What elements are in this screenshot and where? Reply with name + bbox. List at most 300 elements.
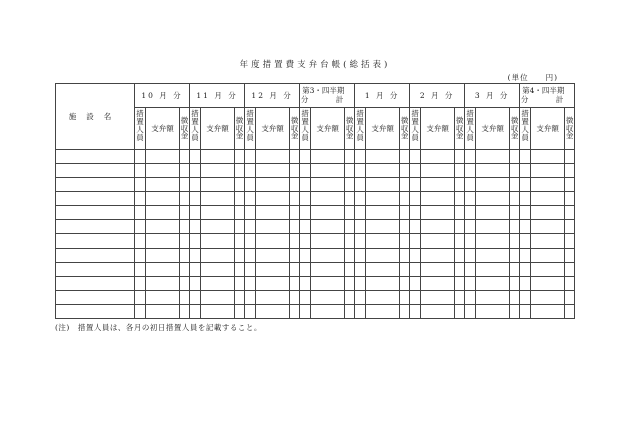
value-cell[interactable] bbox=[201, 220, 235, 234]
value-cell[interactable] bbox=[366, 192, 400, 206]
value-cell[interactable] bbox=[235, 262, 245, 276]
value-cell[interactable] bbox=[201, 276, 235, 290]
value-cell[interactable] bbox=[235, 248, 245, 262]
value-cell[interactable] bbox=[235, 276, 245, 290]
value-cell[interactable] bbox=[146, 290, 180, 304]
value-cell[interactable] bbox=[135, 290, 146, 304]
value-cell[interactable] bbox=[180, 164, 190, 178]
value-cell[interactable] bbox=[146, 262, 180, 276]
facility-name-cell[interactable] bbox=[56, 206, 135, 220]
value-cell[interactable] bbox=[465, 248, 476, 262]
value-cell[interactable] bbox=[180, 206, 190, 220]
value-cell[interactable] bbox=[256, 220, 290, 234]
value-cell[interactable] bbox=[146, 206, 180, 220]
value-cell[interactable] bbox=[135, 150, 146, 164]
value-cell[interactable] bbox=[410, 262, 421, 276]
value-cell[interactable] bbox=[135, 276, 146, 290]
value-cell[interactable] bbox=[520, 192, 531, 206]
value-cell[interactable] bbox=[355, 304, 366, 318]
value-cell[interactable] bbox=[235, 178, 245, 192]
value-cell[interactable] bbox=[290, 192, 300, 206]
value-cell[interactable] bbox=[290, 220, 300, 234]
value-cell[interactable] bbox=[465, 150, 476, 164]
value-cell[interactable] bbox=[366, 178, 400, 192]
value-cell[interactable] bbox=[190, 220, 201, 234]
value-cell[interactable] bbox=[245, 192, 256, 206]
value-cell[interactable] bbox=[510, 178, 520, 192]
value-cell[interactable] bbox=[180, 178, 190, 192]
value-cell[interactable] bbox=[311, 234, 345, 248]
value-cell[interactable] bbox=[245, 290, 256, 304]
value-cell[interactable] bbox=[421, 192, 455, 206]
value-cell[interactable] bbox=[400, 304, 410, 318]
value-cell[interactable] bbox=[355, 206, 366, 220]
value-cell[interactable] bbox=[565, 178, 575, 192]
value-cell[interactable] bbox=[510, 192, 520, 206]
value-cell[interactable] bbox=[201, 150, 235, 164]
value-cell[interactable] bbox=[400, 150, 410, 164]
value-cell[interactable] bbox=[520, 290, 531, 304]
value-cell[interactable] bbox=[455, 178, 465, 192]
value-cell[interactable] bbox=[410, 164, 421, 178]
value-cell[interactable] bbox=[366, 220, 400, 234]
value-cell[interactable] bbox=[190, 178, 201, 192]
value-cell[interactable] bbox=[190, 304, 201, 318]
value-cell[interactable] bbox=[300, 178, 311, 192]
value-cell[interactable] bbox=[190, 248, 201, 262]
value-cell[interactable] bbox=[510, 304, 520, 318]
value-cell[interactable] bbox=[290, 248, 300, 262]
value-cell[interactable] bbox=[245, 220, 256, 234]
value-cell[interactable] bbox=[455, 192, 465, 206]
value-cell[interactable] bbox=[311, 192, 345, 206]
value-cell[interactable] bbox=[565, 164, 575, 178]
value-cell[interactable] bbox=[135, 164, 146, 178]
value-cell[interactable] bbox=[245, 304, 256, 318]
value-cell[interactable] bbox=[400, 220, 410, 234]
value-cell[interactable] bbox=[345, 206, 355, 220]
facility-name-cell[interactable] bbox=[56, 178, 135, 192]
value-cell[interactable] bbox=[190, 290, 201, 304]
value-cell[interactable] bbox=[531, 248, 565, 262]
value-cell[interactable] bbox=[345, 178, 355, 192]
value-cell[interactable] bbox=[421, 178, 455, 192]
value-cell[interactable] bbox=[345, 262, 355, 276]
value-cell[interactable] bbox=[345, 220, 355, 234]
value-cell[interactable] bbox=[245, 164, 256, 178]
value-cell[interactable] bbox=[421, 304, 455, 318]
value-cell[interactable] bbox=[345, 304, 355, 318]
value-cell[interactable] bbox=[290, 290, 300, 304]
value-cell[interactable] bbox=[455, 164, 465, 178]
value-cell[interactable] bbox=[345, 248, 355, 262]
value-cell[interactable] bbox=[146, 248, 180, 262]
value-cell[interactable] bbox=[201, 304, 235, 318]
value-cell[interactable] bbox=[520, 206, 531, 220]
value-cell[interactable] bbox=[256, 304, 290, 318]
value-cell[interactable] bbox=[465, 220, 476, 234]
value-cell[interactable] bbox=[345, 290, 355, 304]
value-cell[interactable] bbox=[235, 234, 245, 248]
value-cell[interactable] bbox=[510, 262, 520, 276]
value-cell[interactable] bbox=[245, 276, 256, 290]
facility-name-cell[interactable] bbox=[56, 262, 135, 276]
value-cell[interactable] bbox=[520, 248, 531, 262]
value-cell[interactable] bbox=[135, 220, 146, 234]
value-cell[interactable] bbox=[476, 262, 510, 276]
value-cell[interactable] bbox=[190, 262, 201, 276]
value-cell[interactable] bbox=[531, 220, 565, 234]
value-cell[interactable] bbox=[531, 304, 565, 318]
value-cell[interactable] bbox=[256, 150, 290, 164]
value-cell[interactable] bbox=[190, 164, 201, 178]
value-cell[interactable] bbox=[531, 192, 565, 206]
value-cell[interactable] bbox=[256, 234, 290, 248]
value-cell[interactable] bbox=[531, 276, 565, 290]
value-cell[interactable] bbox=[290, 234, 300, 248]
value-cell[interactable] bbox=[135, 248, 146, 262]
value-cell[interactable] bbox=[476, 248, 510, 262]
value-cell[interactable] bbox=[410, 248, 421, 262]
value-cell[interactable] bbox=[180, 150, 190, 164]
value-cell[interactable] bbox=[476, 304, 510, 318]
value-cell[interactable] bbox=[531, 234, 565, 248]
value-cell[interactable] bbox=[565, 192, 575, 206]
value-cell[interactable] bbox=[465, 276, 476, 290]
value-cell[interactable] bbox=[300, 304, 311, 318]
value-cell[interactable] bbox=[345, 192, 355, 206]
value-cell[interactable] bbox=[400, 234, 410, 248]
value-cell[interactable] bbox=[531, 290, 565, 304]
value-cell[interactable] bbox=[245, 262, 256, 276]
value-cell[interactable] bbox=[510, 234, 520, 248]
value-cell[interactable] bbox=[421, 206, 455, 220]
value-cell[interactable] bbox=[355, 276, 366, 290]
value-cell[interactable] bbox=[455, 262, 465, 276]
value-cell[interactable] bbox=[510, 164, 520, 178]
value-cell[interactable] bbox=[135, 304, 146, 318]
value-cell[interactable] bbox=[410, 150, 421, 164]
value-cell[interactable] bbox=[366, 290, 400, 304]
value-cell[interactable] bbox=[531, 178, 565, 192]
value-cell[interactable] bbox=[235, 192, 245, 206]
value-cell[interactable] bbox=[311, 150, 345, 164]
value-cell[interactable] bbox=[290, 206, 300, 220]
facility-name-cell[interactable] bbox=[56, 220, 135, 234]
value-cell[interactable] bbox=[201, 262, 235, 276]
value-cell[interactable] bbox=[190, 192, 201, 206]
value-cell[interactable] bbox=[476, 290, 510, 304]
value-cell[interactable] bbox=[190, 206, 201, 220]
value-cell[interactable] bbox=[190, 276, 201, 290]
value-cell[interactable] bbox=[146, 192, 180, 206]
value-cell[interactable] bbox=[355, 248, 366, 262]
value-cell[interactable] bbox=[421, 164, 455, 178]
value-cell[interactable] bbox=[355, 164, 366, 178]
value-cell[interactable] bbox=[180, 276, 190, 290]
value-cell[interactable] bbox=[410, 276, 421, 290]
value-cell[interactable] bbox=[455, 290, 465, 304]
value-cell[interactable] bbox=[135, 192, 146, 206]
value-cell[interactable] bbox=[146, 276, 180, 290]
value-cell[interactable] bbox=[300, 290, 311, 304]
value-cell[interactable] bbox=[476, 164, 510, 178]
value-cell[interactable] bbox=[180, 262, 190, 276]
value-cell[interactable] bbox=[520, 262, 531, 276]
value-cell[interactable] bbox=[476, 220, 510, 234]
value-cell[interactable] bbox=[366, 234, 400, 248]
value-cell[interactable] bbox=[311, 304, 345, 318]
value-cell[interactable] bbox=[400, 262, 410, 276]
value-cell[interactable] bbox=[311, 262, 345, 276]
value-cell[interactable] bbox=[235, 150, 245, 164]
value-cell[interactable] bbox=[245, 234, 256, 248]
value-cell[interactable] bbox=[355, 234, 366, 248]
value-cell[interactable] bbox=[345, 150, 355, 164]
value-cell[interactable] bbox=[201, 234, 235, 248]
facility-name-cell[interactable] bbox=[56, 192, 135, 206]
value-cell[interactable] bbox=[400, 248, 410, 262]
value-cell[interactable] bbox=[366, 304, 400, 318]
value-cell[interactable] bbox=[520, 304, 531, 318]
value-cell[interactable] bbox=[476, 178, 510, 192]
value-cell[interactable] bbox=[311, 178, 345, 192]
value-cell[interactable] bbox=[235, 290, 245, 304]
value-cell[interactable] bbox=[201, 164, 235, 178]
value-cell[interactable] bbox=[400, 290, 410, 304]
facility-name-cell[interactable] bbox=[56, 304, 135, 318]
value-cell[interactable] bbox=[311, 164, 345, 178]
value-cell[interactable] bbox=[531, 150, 565, 164]
value-cell[interactable] bbox=[146, 150, 180, 164]
value-cell[interactable] bbox=[245, 178, 256, 192]
value-cell[interactable] bbox=[201, 290, 235, 304]
value-cell[interactable] bbox=[410, 206, 421, 220]
value-cell[interactable] bbox=[565, 276, 575, 290]
value-cell[interactable] bbox=[565, 248, 575, 262]
value-cell[interactable] bbox=[510, 150, 520, 164]
value-cell[interactable] bbox=[290, 262, 300, 276]
value-cell[interactable] bbox=[565, 262, 575, 276]
value-cell[interactable] bbox=[510, 276, 520, 290]
value-cell[interactable] bbox=[290, 276, 300, 290]
value-cell[interactable] bbox=[235, 164, 245, 178]
value-cell[interactable] bbox=[520, 178, 531, 192]
value-cell[interactable] bbox=[201, 248, 235, 262]
value-cell[interactable] bbox=[400, 178, 410, 192]
value-cell[interactable] bbox=[190, 234, 201, 248]
value-cell[interactable] bbox=[290, 164, 300, 178]
value-cell[interactable] bbox=[235, 304, 245, 318]
value-cell[interactable] bbox=[311, 220, 345, 234]
value-cell[interactable] bbox=[421, 234, 455, 248]
value-cell[interactable] bbox=[311, 276, 345, 290]
value-cell[interactable] bbox=[146, 164, 180, 178]
value-cell[interactable] bbox=[345, 164, 355, 178]
facility-name-cell[interactable] bbox=[56, 164, 135, 178]
value-cell[interactable] bbox=[366, 276, 400, 290]
value-cell[interactable] bbox=[366, 164, 400, 178]
value-cell[interactable] bbox=[290, 150, 300, 164]
value-cell[interactable] bbox=[146, 178, 180, 192]
value-cell[interactable] bbox=[201, 192, 235, 206]
value-cell[interactable] bbox=[465, 164, 476, 178]
value-cell[interactable] bbox=[410, 178, 421, 192]
value-cell[interactable] bbox=[421, 262, 455, 276]
value-cell[interactable] bbox=[355, 150, 366, 164]
value-cell[interactable] bbox=[565, 150, 575, 164]
value-cell[interactable] bbox=[235, 206, 245, 220]
value-cell[interactable] bbox=[355, 262, 366, 276]
facility-name-cell[interactable] bbox=[56, 150, 135, 164]
value-cell[interactable] bbox=[300, 220, 311, 234]
value-cell[interactable] bbox=[465, 192, 476, 206]
value-cell[interactable] bbox=[510, 290, 520, 304]
value-cell[interactable] bbox=[366, 150, 400, 164]
value-cell[interactable] bbox=[256, 192, 290, 206]
value-cell[interactable] bbox=[455, 276, 465, 290]
value-cell[interactable] bbox=[520, 220, 531, 234]
value-cell[interactable] bbox=[421, 276, 455, 290]
value-cell[interactable] bbox=[400, 206, 410, 220]
value-cell[interactable] bbox=[256, 164, 290, 178]
value-cell[interactable] bbox=[476, 206, 510, 220]
value-cell[interactable] bbox=[201, 206, 235, 220]
value-cell[interactable] bbox=[510, 206, 520, 220]
value-cell[interactable] bbox=[465, 262, 476, 276]
value-cell[interactable] bbox=[421, 248, 455, 262]
value-cell[interactable] bbox=[476, 234, 510, 248]
value-cell[interactable] bbox=[345, 234, 355, 248]
value-cell[interactable] bbox=[355, 290, 366, 304]
value-cell[interactable] bbox=[300, 164, 311, 178]
value-cell[interactable] bbox=[355, 178, 366, 192]
value-cell[interactable] bbox=[520, 164, 531, 178]
value-cell[interactable] bbox=[300, 150, 311, 164]
value-cell[interactable] bbox=[455, 234, 465, 248]
value-cell[interactable] bbox=[135, 178, 146, 192]
value-cell[interactable] bbox=[180, 234, 190, 248]
value-cell[interactable] bbox=[565, 304, 575, 318]
value-cell[interactable] bbox=[135, 206, 146, 220]
value-cell[interactable] bbox=[355, 192, 366, 206]
value-cell[interactable] bbox=[465, 206, 476, 220]
value-cell[interactable] bbox=[345, 276, 355, 290]
value-cell[interactable] bbox=[465, 304, 476, 318]
value-cell[interactable] bbox=[400, 276, 410, 290]
value-cell[interactable] bbox=[300, 248, 311, 262]
facility-name-cell[interactable] bbox=[56, 234, 135, 248]
value-cell[interactable] bbox=[531, 262, 565, 276]
value-cell[interactable] bbox=[400, 164, 410, 178]
value-cell[interactable] bbox=[455, 220, 465, 234]
value-cell[interactable] bbox=[531, 206, 565, 220]
value-cell[interactable] bbox=[531, 164, 565, 178]
value-cell[interactable] bbox=[311, 206, 345, 220]
value-cell[interactable] bbox=[180, 290, 190, 304]
value-cell[interactable] bbox=[245, 248, 256, 262]
value-cell[interactable] bbox=[300, 234, 311, 248]
value-cell[interactable] bbox=[455, 248, 465, 262]
facility-name-cell[interactable] bbox=[56, 290, 135, 304]
value-cell[interactable] bbox=[366, 248, 400, 262]
value-cell[interactable] bbox=[180, 192, 190, 206]
value-cell[interactable] bbox=[146, 220, 180, 234]
value-cell[interactable] bbox=[180, 220, 190, 234]
value-cell[interactable] bbox=[245, 206, 256, 220]
value-cell[interactable] bbox=[135, 234, 146, 248]
value-cell[interactable] bbox=[300, 206, 311, 220]
value-cell[interactable] bbox=[421, 220, 455, 234]
value-cell[interactable] bbox=[410, 192, 421, 206]
value-cell[interactable] bbox=[510, 220, 520, 234]
value-cell[interactable] bbox=[400, 192, 410, 206]
value-cell[interactable] bbox=[520, 234, 531, 248]
value-cell[interactable] bbox=[410, 304, 421, 318]
value-cell[interactable] bbox=[565, 234, 575, 248]
value-cell[interactable] bbox=[300, 192, 311, 206]
facility-name-cell[interactable] bbox=[56, 248, 135, 262]
value-cell[interactable] bbox=[410, 234, 421, 248]
value-cell[interactable] bbox=[366, 262, 400, 276]
value-cell[interactable] bbox=[565, 290, 575, 304]
value-cell[interactable] bbox=[256, 290, 290, 304]
value-cell[interactable] bbox=[290, 178, 300, 192]
value-cell[interactable] bbox=[146, 304, 180, 318]
value-cell[interactable] bbox=[476, 192, 510, 206]
value-cell[interactable] bbox=[135, 262, 146, 276]
value-cell[interactable] bbox=[455, 206, 465, 220]
value-cell[interactable] bbox=[565, 206, 575, 220]
value-cell[interactable] bbox=[476, 276, 510, 290]
value-cell[interactable] bbox=[256, 206, 290, 220]
value-cell[interactable] bbox=[366, 206, 400, 220]
value-cell[interactable] bbox=[410, 290, 421, 304]
value-cell[interactable] bbox=[520, 150, 531, 164]
value-cell[interactable] bbox=[256, 262, 290, 276]
value-cell[interactable] bbox=[146, 234, 180, 248]
value-cell[interactable] bbox=[256, 178, 290, 192]
value-cell[interactable] bbox=[311, 248, 345, 262]
value-cell[interactable] bbox=[256, 248, 290, 262]
value-cell[interactable] bbox=[245, 150, 256, 164]
value-cell[interactable] bbox=[190, 150, 201, 164]
value-cell[interactable] bbox=[465, 178, 476, 192]
value-cell[interactable] bbox=[180, 304, 190, 318]
value-cell[interactable] bbox=[180, 248, 190, 262]
value-cell[interactable] bbox=[455, 150, 465, 164]
value-cell[interactable] bbox=[510, 248, 520, 262]
value-cell[interactable] bbox=[465, 234, 476, 248]
value-cell[interactable] bbox=[421, 150, 455, 164]
value-cell[interactable] bbox=[465, 290, 476, 304]
facility-name-cell[interactable] bbox=[56, 276, 135, 290]
value-cell[interactable] bbox=[565, 220, 575, 234]
value-cell[interactable] bbox=[201, 178, 235, 192]
value-cell[interactable] bbox=[290, 304, 300, 318]
value-cell[interactable] bbox=[355, 220, 366, 234]
value-cell[interactable] bbox=[235, 220, 245, 234]
value-cell[interactable] bbox=[300, 276, 311, 290]
value-cell[interactable] bbox=[476, 150, 510, 164]
value-cell[interactable] bbox=[455, 304, 465, 318]
value-cell[interactable] bbox=[520, 276, 531, 290]
value-cell[interactable] bbox=[256, 276, 290, 290]
value-cell[interactable] bbox=[421, 290, 455, 304]
value-cell[interactable] bbox=[300, 262, 311, 276]
value-cell[interactable] bbox=[311, 290, 345, 304]
value-cell[interactable] bbox=[410, 220, 421, 234]
